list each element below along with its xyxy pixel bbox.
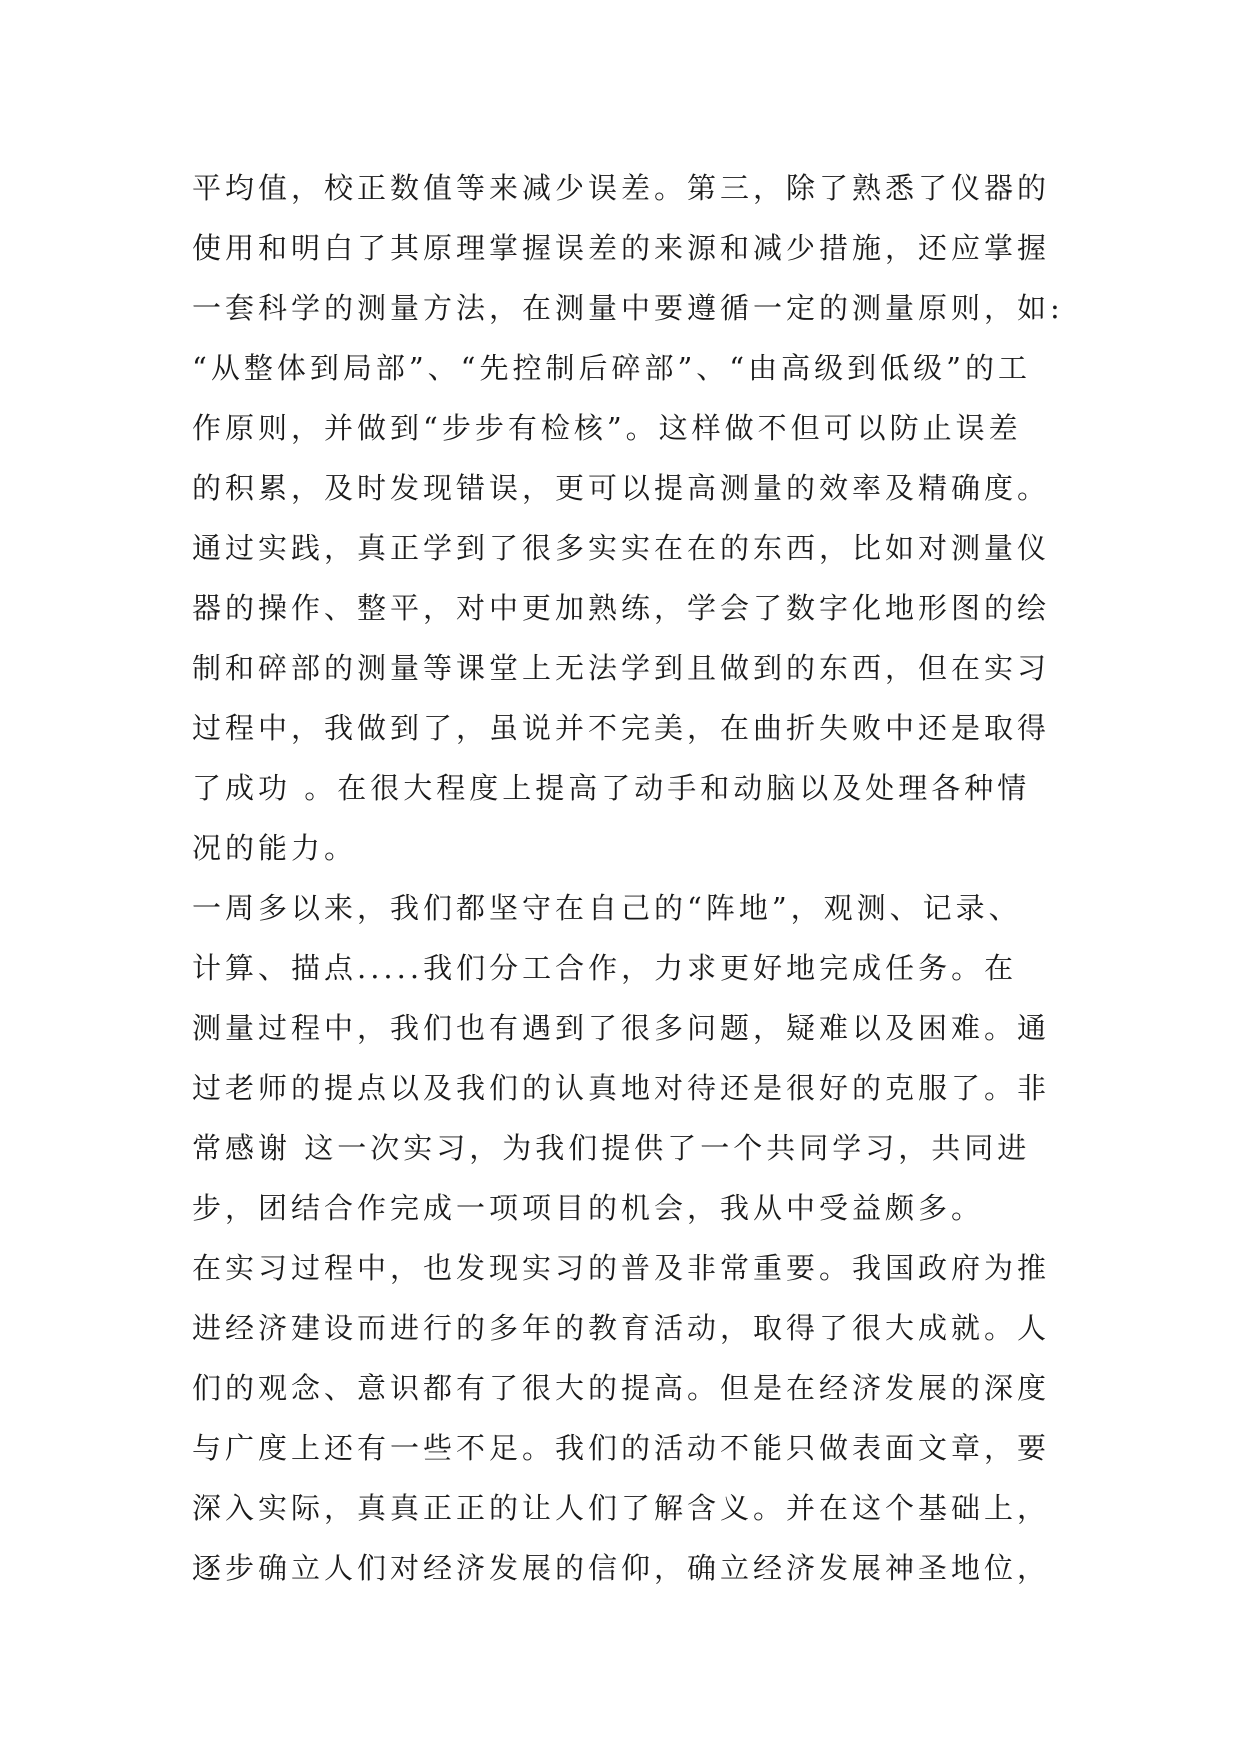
- text-line: 作原则，并做到“步步有检核”。这样做不但可以防止误差: [192, 411, 1022, 445]
- text-line: 了成功 。在很大程度上提高了动手和动脑以及处理各种情: [192, 771, 1031, 805]
- text-line: 在实习过程中，也发现实习的普及非常重要。我国政府为推: [192, 1251, 1051, 1285]
- text-line: 平均值，校正数值等来减少误差。第三，除了熟悉了仪器的: [192, 171, 1051, 205]
- text-line: 步，团结合作完成一项项目的机会，我从中受益颇多。: [192, 1191, 985, 1225]
- text-line: 与广度上还有一些不足。我们的活动不能只做表面文章，要: [192, 1431, 1051, 1465]
- text-line: 深入实际，真真正正的让人们了解含义。并在这个基础上，: [192, 1491, 1051, 1525]
- text-line: 一周多以来，我们都坚守在自己的“阵地”，观测、记录、: [192, 891, 1022, 925]
- text-line: 过老师的提点以及我们的认真地对待还是很好的克服了。非: [192, 1071, 1051, 1105]
- text-line: 通过实践，真正学到了很多实实在在的东西，比如对测量仪: [192, 531, 1051, 565]
- text-line: 使用和明白了其原理掌握误差的来源和减少措施，还应掌握: [192, 231, 1051, 265]
- text-line: 常感谢 这一次实习，为我们提供了一个共同学习，共同进: [192, 1131, 1031, 1165]
- text-line: 的积累，及时发现错误，更可以提高测量的效率及精确度。: [192, 471, 1051, 505]
- text-line: 器的操作、整平，对中更加熟练，学会了数字化地形图的绘: [192, 591, 1051, 625]
- body-text: [192, 158, 1072, 1598]
- text-line: 况的能力。: [192, 831, 358, 865]
- text-line: 们的观念、意识都有了很大的提高。但是在经济发展的深度: [192, 1371, 1051, 1405]
- text-line: 过程中，我做到了，虽说并不完美，在曲折失败中还是取得: [192, 711, 1051, 745]
- text-line: 进经济建设而进行的多年的教育活动，取得了很大成就。人: [192, 1311, 1051, 1345]
- text-line: 制和碎部的测量等课堂上无法学到且做到的东西，但在实习: [192, 651, 1051, 685]
- text-line: 测量过程中，我们也有遇到了很多问题，疑难以及困难。通: [192, 1011, 1051, 1045]
- text-line: 逐步确立人们对经济发展的信仰，确立经济发展神圣地位，: [192, 1551, 1051, 1585]
- text-line: 计算、描点.....我们分工合作，力求更好地完成任务。在: [192, 951, 1018, 985]
- text-line: “从整体到局部”、“先控制后碎部”、“由高级到低级”的工: [192, 351, 1031, 385]
- text-line: 一套科学的测量方法，在测量中要遵循一定的测量原则，如:: [192, 291, 1064, 325]
